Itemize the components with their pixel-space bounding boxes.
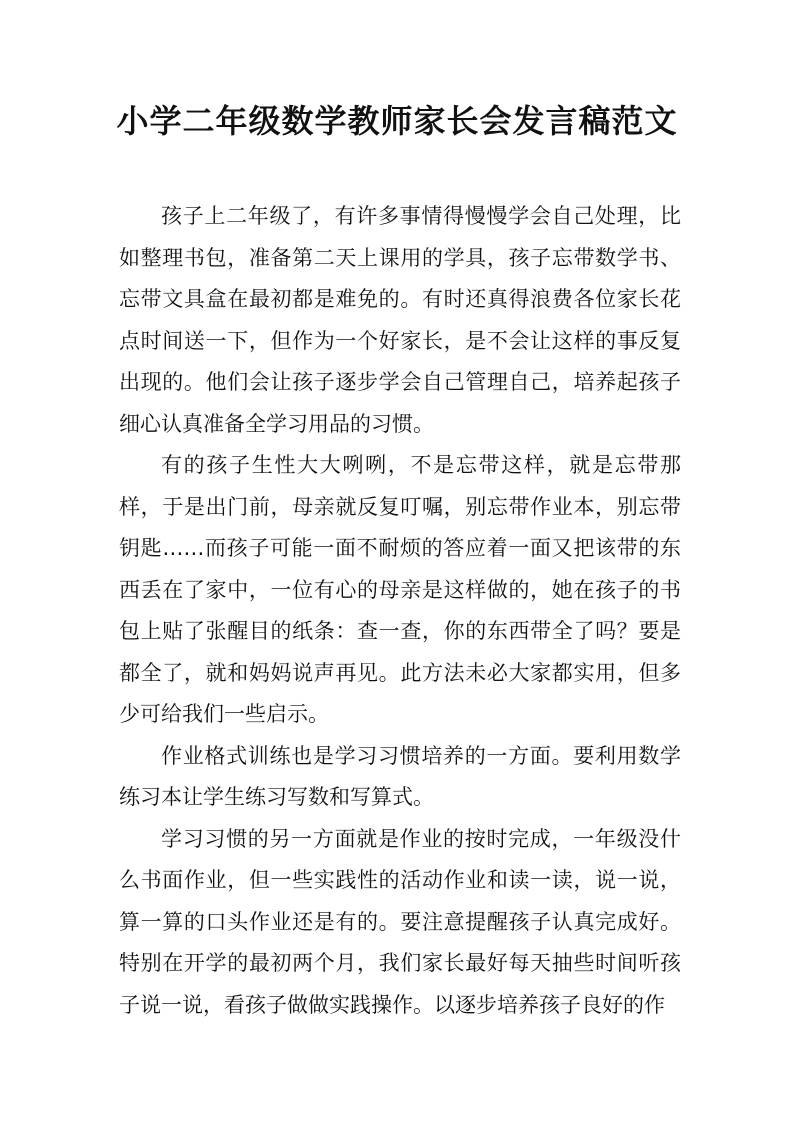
paragraph-4: 学习习惯的另一方面就是作业的按时完成，一年级没什么书面作业，但一些实践性的活动作业和读一读，说一说，算一算的口头作业还是有的。要注意提醒孩子认真完成好。特别在开学的最初两个月，我们家长最好每天抽些时间听孩子说一说，看孩子做做实践操作。以逐步培养孩子良好的作 [119, 826, 681, 1017]
document-title: 小学二年级数学教师家长会发言稿范文 [116, 102, 678, 140]
paragraph-1: 孩子上二年级了，有许多事情得慢慢学会自己处理，比如整理书包，准备第二天上课用的学具，孩子忘带数学书、忘带文具盒在最初都是难免的。有时还真得浪费各位家长花点时间送一下，但作为一个好家长，是不会让这样的事反复出现的。他们会让孩子逐步学会自己管理自己，培养起孩子细心认真准备全学习用品的习惯。 [119, 204, 681, 436]
paragraph-3: 作业格式训练也是学习习惯培养的一方面。要利用数学练习本让学生练习写数和写算式。 [119, 743, 681, 809]
document-body [119, 196, 681, 1026]
paragraph-2: 有的孩子生性大大咧咧，不是忘带这样，就是忘带那样，于是出门前，母亲就反复叮嘱，别忘带作业本，别忘带钥匙……而孩子可能一面不耐烦的答应着一面又把该带的东西丢在了家中，一位有心的母亲是这样做的，她在孩子的书包上贴了张醒目的纸条：查一查，你的东西带全了吗？要是都全了，就和妈妈说声再见。此方法未必大家都实用，但多少可给我们一些启示。 [119, 453, 681, 726]
